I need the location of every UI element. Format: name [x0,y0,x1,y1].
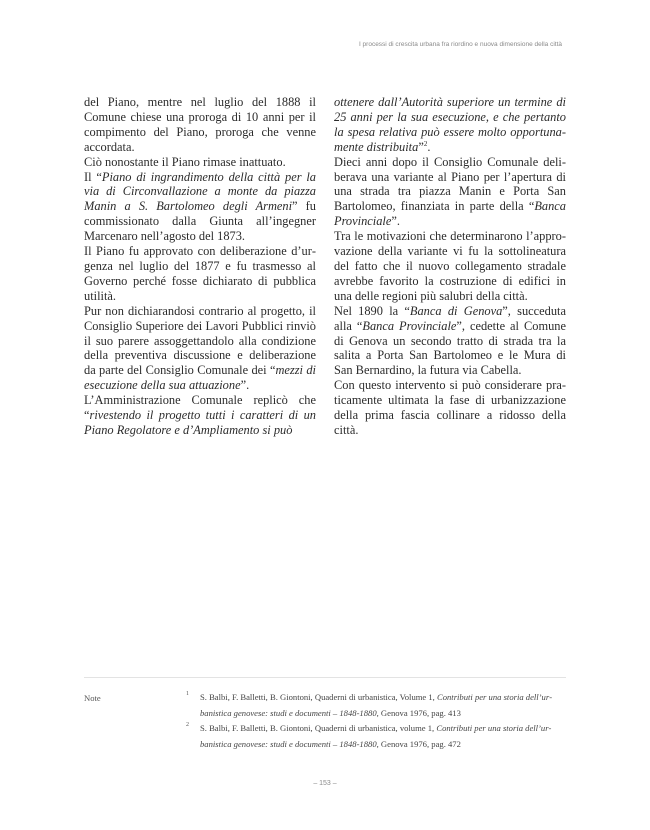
italic-quote: mezzi di esecuzione della sua attuazione [84,363,316,393]
footnote [186,689,566,722]
notes-divider [84,677,566,678]
paragraph: Con questo intervento si può considerare praticamente ultimata la fase di urbanizzazione della prima fascia collinare a ridosso della città. [334,378,566,437]
paragraph [84,170,316,245]
text-column-left [84,95,316,438]
italic-quote: ottenere dall’Autorità superiore un termine di 25 anni per la sua esecuzione, e che pertanto la spesa relativa può essere molto opportunamente distribuita [334,95,566,154]
footnote-reference[interactable]: 2 [423,139,428,148]
text-run: ” fu commissionato dalla Giunta all’ingegner Marcenaro nell’agosto del 1873. [84,199,317,244]
text-run: . [427,139,431,154]
paragraph: Ciò nonostante il Piano rimase inattuato. [84,154,286,169]
footnote-number: 2 [186,722,189,728]
text-run: ”. [391,214,400,229]
text-run: S. Balbi, F. Balletti, B. Giontoni, Quaderni di urbanistica, volume 1, [200,723,437,733]
text-run: ” [418,139,424,154]
paragraph [84,304,316,393]
paragraph [334,155,566,230]
paragraph [334,95,566,155]
paragraph: del Piano, mentre nel luglio del 1888 il Comune chiese una proroga di 10 anni per il compimento del Piano, proroga che venne accordata. [84,95,316,154]
text-run: L’Amministrazione Comunale replicò che “ [84,393,316,423]
running-header: I processi di crescita urbana fra riordino e nuova dimensione della città [358,41,562,48]
paragraph [84,393,316,438]
text-run: , Genova 1976, pag. 472 [376,739,461,750]
italic-quote: Banca di Genova [409,303,503,318]
italic-quote: Piano di ingrandimento della città per la via di Circonvallazione a monte da piazza Manin a S. Bartolomeo degli Armeni [84,169,316,214]
paragraph: Tra le motivazioni che determinarono l’approvazione della variante vi fu la sottolineatura del fatto che il nuovo collegamento stradale avrebbe favorito la costruzione di edifici in una delle regioni più salubri della città. [334,229,566,303]
text-run: ”, cedette al Comune di Genova un secondo tratto di strada tra la salita a Porta San Bartolomeo e le Mura di San Bernardino, la futura via Cabella. [334,318,566,378]
footnote-number: 1 [186,691,189,697]
text-run: ”, succeduta alla “ [334,303,566,333]
text-column-right [334,95,566,438]
notes-label: Note [84,693,101,703]
italic-title: Contributi per una storia dell’urbanistica genovese: studi e documenti – 1848-1880 [200,723,552,750]
text-run: Dieci anni dopo il Consiglio Comunale deliberava una variante al Piano per l’apertura di una strada tra piazza Manin e Porta San Bartolomeo, finanziata in parte della “ [334,154,566,214]
italic-quote: Banca Provinciale [334,199,566,229]
italic-quote: Banca Provinciale [362,318,457,333]
text-run: S. Balbi, F. Balletti, B. Giontoni, Quaderni di urbanistica, Volume 1, [200,692,437,702]
text-run: Pur non dichiarandosi contrario al progetto, il Consiglio Superiore dei Lavori Pubblici rinviò il suo parere assoggettandolo alla condizione della preventiva discussione e deliberazione da parte del Consiglio Comunale dei “ [84,303,316,378]
footnote-text [186,720,566,753]
italic-title: Contributi per una storia dell’urbanistica genovese: studi e documenti – 1848-1880 [200,692,553,719]
paragraph: Il Piano fu approvato con deliberazione d’urgenza nel luglio del 1877 e fu trasmesso al Governo perché fosse dichiarato di pubblica utilità. [84,244,316,303]
text-run: Nel 1890 la “ [334,303,410,318]
page-number: – 153 – [313,780,337,787]
paragraph [334,304,566,379]
text-run: Il “ [84,169,102,184]
text-run: , Genova 1976, pag. 413 [376,708,461,719]
italic-quote: rivestendo il progetto tutti i caratteri di un Piano Regolatore e d’Ampliamento si può [84,408,316,437]
text-run: ”. [240,378,250,393]
footnote-text [186,689,566,722]
footnote [186,720,566,753]
